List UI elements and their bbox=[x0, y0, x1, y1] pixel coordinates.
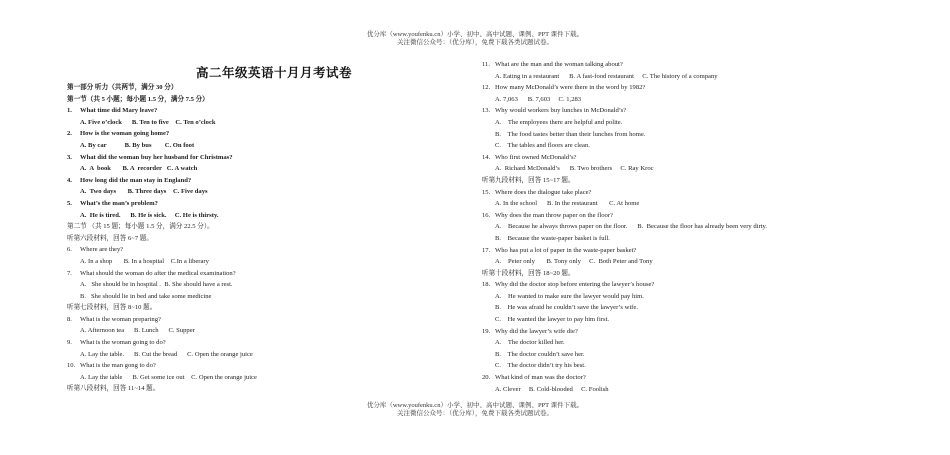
section-line bbox=[67, 94, 447, 106]
line-text: B. Because the waste-paper basket is full. bbox=[495, 234, 610, 242]
question-line bbox=[67, 128, 447, 140]
line-text: How long did the man stay in England? bbox=[80, 176, 192, 184]
question-line bbox=[482, 82, 882, 94]
line-text: A. Afternoon tea B. Lunch C. Supper bbox=[80, 327, 195, 335]
question-line bbox=[482, 245, 882, 257]
question-line bbox=[482, 59, 882, 71]
question-line bbox=[67, 175, 447, 187]
line-text: C. He wanted the lawyer to pay him first. bbox=[495, 316, 610, 324]
section-line bbox=[67, 383, 447, 395]
line-text: What are the man and the woman talking about? bbox=[495, 61, 623, 68]
question-line bbox=[67, 198, 447, 210]
question-line bbox=[67, 337, 447, 349]
line-text: Who has put a lot of paper in the waste-paper basket? bbox=[495, 246, 637, 254]
option-line bbox=[482, 233, 882, 245]
question-number: 8. bbox=[67, 315, 72, 323]
line-text: A. Richard McDonald’s B. Two brothers C. Ray Kroc bbox=[495, 165, 654, 173]
question-number: 19. bbox=[482, 327, 491, 335]
question-number: 6. bbox=[67, 246, 72, 254]
option-line bbox=[67, 291, 447, 303]
question-number: 15. bbox=[482, 188, 491, 196]
line-text: Why did the doctor stop before entering the lawyer’s house? bbox=[495, 281, 655, 289]
section-line bbox=[482, 268, 882, 280]
line-text: A. By car B. By bus C. On foot bbox=[80, 141, 195, 149]
header-line-2: 关注微信公众号：（优分库），免费下载各类试题试卷。 bbox=[397, 39, 553, 46]
option-line bbox=[482, 302, 882, 314]
line-text: 第二节 （共 15 题；每小题 1.5 分，满分 22.5 分）。 bbox=[67, 223, 214, 231]
line-text: 第一节（共 5 小题；每小题 1.5 分，满分 7.5 分） bbox=[67, 95, 209, 103]
option-line bbox=[482, 291, 882, 303]
option-line bbox=[67, 372, 447, 384]
option-line bbox=[67, 349, 447, 361]
line-text: A. Because he always throws paper on the floor. B. Because the floor has already been very dirty. bbox=[495, 223, 768, 231]
section-line bbox=[67, 82, 447, 94]
line-text: A. Clever B. Cold-blooded C. Foolish bbox=[495, 385, 609, 393]
option-line bbox=[67, 256, 447, 268]
option-line bbox=[482, 360, 882, 372]
line-text: A. Lay the table. B. Cut the bread C. Open the orange juice bbox=[80, 350, 253, 358]
line-text: 听第九段材料，回答 15~17 题。 bbox=[482, 176, 575, 184]
question-number: 2. bbox=[67, 130, 72, 138]
line-text: A. Five o’clock B. Ten to five C. Ten o’clock bbox=[80, 118, 216, 126]
option-line bbox=[482, 384, 882, 396]
question-number: 20. bbox=[482, 374, 491, 382]
option-line bbox=[482, 337, 882, 349]
option-line bbox=[67, 140, 447, 152]
line-text: What is the woman going to do? bbox=[80, 339, 166, 347]
line-text: Why did the lawyer’s wife die? bbox=[495, 327, 578, 335]
question-line bbox=[67, 314, 447, 326]
line-text: What is the man gong to do? bbox=[80, 362, 156, 370]
line-text: B. He was afraid he couldn’t save the lawyer’s wife. bbox=[495, 304, 638, 312]
right-column bbox=[482, 59, 882, 395]
page-header bbox=[0, 31, 950, 47]
section-line bbox=[67, 302, 447, 314]
line-text: 听第六段材料，回答 6~7 题。 bbox=[67, 234, 153, 242]
question-number: 11. bbox=[482, 61, 490, 68]
line-text: What is the woman preparing? bbox=[80, 315, 161, 323]
question-line bbox=[482, 210, 882, 222]
option-line bbox=[482, 117, 882, 129]
question-number: 3. bbox=[67, 153, 72, 161]
question-number: 5. bbox=[67, 199, 72, 207]
option-line bbox=[67, 117, 447, 129]
line-text: Why would workers buy lunches in McDonald’s? bbox=[495, 107, 627, 115]
question-number: 4. bbox=[67, 176, 72, 184]
question-line bbox=[67, 152, 447, 164]
option-line bbox=[67, 279, 447, 291]
option-line bbox=[482, 140, 882, 152]
question-number: 1. bbox=[67, 107, 72, 115]
line-text: A. He wanted to make sure the lawyer would pay him. bbox=[495, 292, 644, 300]
question-number: 17. bbox=[482, 246, 491, 254]
question-line bbox=[482, 152, 882, 164]
line-text: A. In a shop B. In a hospital C.In a liberary bbox=[80, 257, 209, 265]
line-text: A. Eating in a restaurant B. A fast-food restaurant C. The history of a company bbox=[495, 72, 718, 80]
question-line bbox=[67, 360, 447, 372]
question-number: 16. bbox=[482, 211, 491, 219]
question-number: 9. bbox=[67, 339, 72, 347]
question-line bbox=[482, 372, 882, 384]
line-text: A. Peter only B. Tony only C. Both Peter and Tony bbox=[495, 258, 653, 266]
option-line bbox=[482, 256, 882, 268]
line-text: A. Lay the table B. Get some ice out C. Open the orange juice bbox=[80, 373, 257, 381]
question-number: 7. bbox=[67, 269, 72, 277]
line-text: A. A book B. A recorder C. A watch bbox=[80, 165, 198, 173]
line-text: How many McDonald’s were there in the word by 1982? bbox=[495, 84, 646, 92]
line-text: B. The food tastes better than their lunches from home. bbox=[495, 130, 646, 138]
footer-line-2: 关注微信公众号：（优分库），免费下载各类试题试卷。 bbox=[397, 410, 553, 417]
line-text: A. Two days B. Three days C. Five days bbox=[80, 188, 208, 196]
line-text: A. The doctor killed her. bbox=[495, 339, 565, 347]
footer-line-1: 优分库（www.youfenku.cn）小学、初中、高中试题、课例、PPT 课件下载。 bbox=[366, 402, 584, 409]
line-text: 第一部分 听力（共两节，满分 30 分） bbox=[67, 84, 178, 91]
line-text: 听第七段材料，回答 8~10 题。 bbox=[67, 304, 157, 312]
line-text: A. In the school B. In the restaurant C. At home bbox=[495, 200, 640, 208]
question-number: 12. bbox=[482, 84, 491, 92]
line-text: What should the woman do after the medical examination? bbox=[80, 269, 236, 277]
line-text: What did the woman buy her husband for Christmas? bbox=[80, 153, 233, 161]
line-text: What kind of man was the doctor? bbox=[495, 374, 586, 382]
option-line bbox=[67, 210, 447, 222]
option-line bbox=[482, 71, 882, 83]
line-text: B. She should lie in bed and take some medicine bbox=[80, 292, 212, 300]
option-line bbox=[482, 94, 882, 106]
option-line bbox=[482, 129, 882, 141]
option-line bbox=[482, 314, 882, 326]
question-number: 18. bbox=[482, 281, 491, 289]
option-line bbox=[482, 221, 882, 233]
question-line bbox=[482, 326, 882, 338]
exam-title: 高二年级英语十月月考试卷 bbox=[196, 66, 353, 80]
option-line bbox=[67, 163, 447, 175]
line-text: Where are they? bbox=[80, 246, 124, 254]
line-text: What time did Mary leave? bbox=[80, 107, 158, 115]
option-line bbox=[67, 325, 447, 337]
question-number: 10. bbox=[67, 362, 76, 370]
question-line bbox=[67, 244, 447, 256]
line-text: 听第十段材料，回答 18~20 题。 bbox=[482, 269, 575, 277]
line-text: A. The employees there are helpful and polite. bbox=[495, 118, 623, 126]
option-line bbox=[482, 198, 882, 210]
page-footer bbox=[0, 402, 950, 418]
question-line bbox=[482, 105, 882, 117]
line-text: Why does the man throw paper on the floor? bbox=[495, 211, 613, 219]
section-line bbox=[67, 233, 447, 245]
question-line bbox=[67, 105, 447, 117]
line-text: What’s the man’s problem? bbox=[80, 199, 158, 207]
line-text: C. The doctor didn’t try his best. bbox=[495, 362, 586, 370]
question-line bbox=[482, 279, 882, 291]
option-line bbox=[482, 163, 882, 175]
question-line bbox=[482, 187, 882, 199]
line-text: Where does the dialogue take place? bbox=[495, 188, 592, 196]
option-line bbox=[482, 349, 882, 361]
line-text: B. The doctor couldn’t save her. bbox=[495, 350, 585, 358]
question-number: 14. bbox=[482, 153, 491, 161]
section-line bbox=[482, 175, 882, 187]
line-text: C. The tables and floors are clean. bbox=[495, 142, 590, 150]
question-line bbox=[67, 268, 447, 280]
line-text: 听第八段材料，回答 11~14 题。 bbox=[67, 385, 160, 393]
line-text: A. He is tired. B. He is sick. C. He is thirsty. bbox=[80, 211, 219, 219]
line-text: A. 7,063 B. 7,603 C. 1,283 bbox=[495, 95, 582, 103]
question-number: 13. bbox=[482, 107, 491, 115]
line-text: How is the woman going home? bbox=[80, 130, 170, 138]
section-line bbox=[67, 221, 447, 233]
header-line-1: 优分库（www.youfenku.cn）小学、初中、高中试题、课例、PPT 课件下载。 bbox=[366, 31, 584, 38]
line-text: A. She should be in hospital . B. She should have a rest. bbox=[80, 281, 233, 289]
line-text: Who first owned McDonald’s? bbox=[495, 153, 577, 161]
left-column bbox=[67, 82, 447, 395]
option-line bbox=[67, 186, 447, 198]
